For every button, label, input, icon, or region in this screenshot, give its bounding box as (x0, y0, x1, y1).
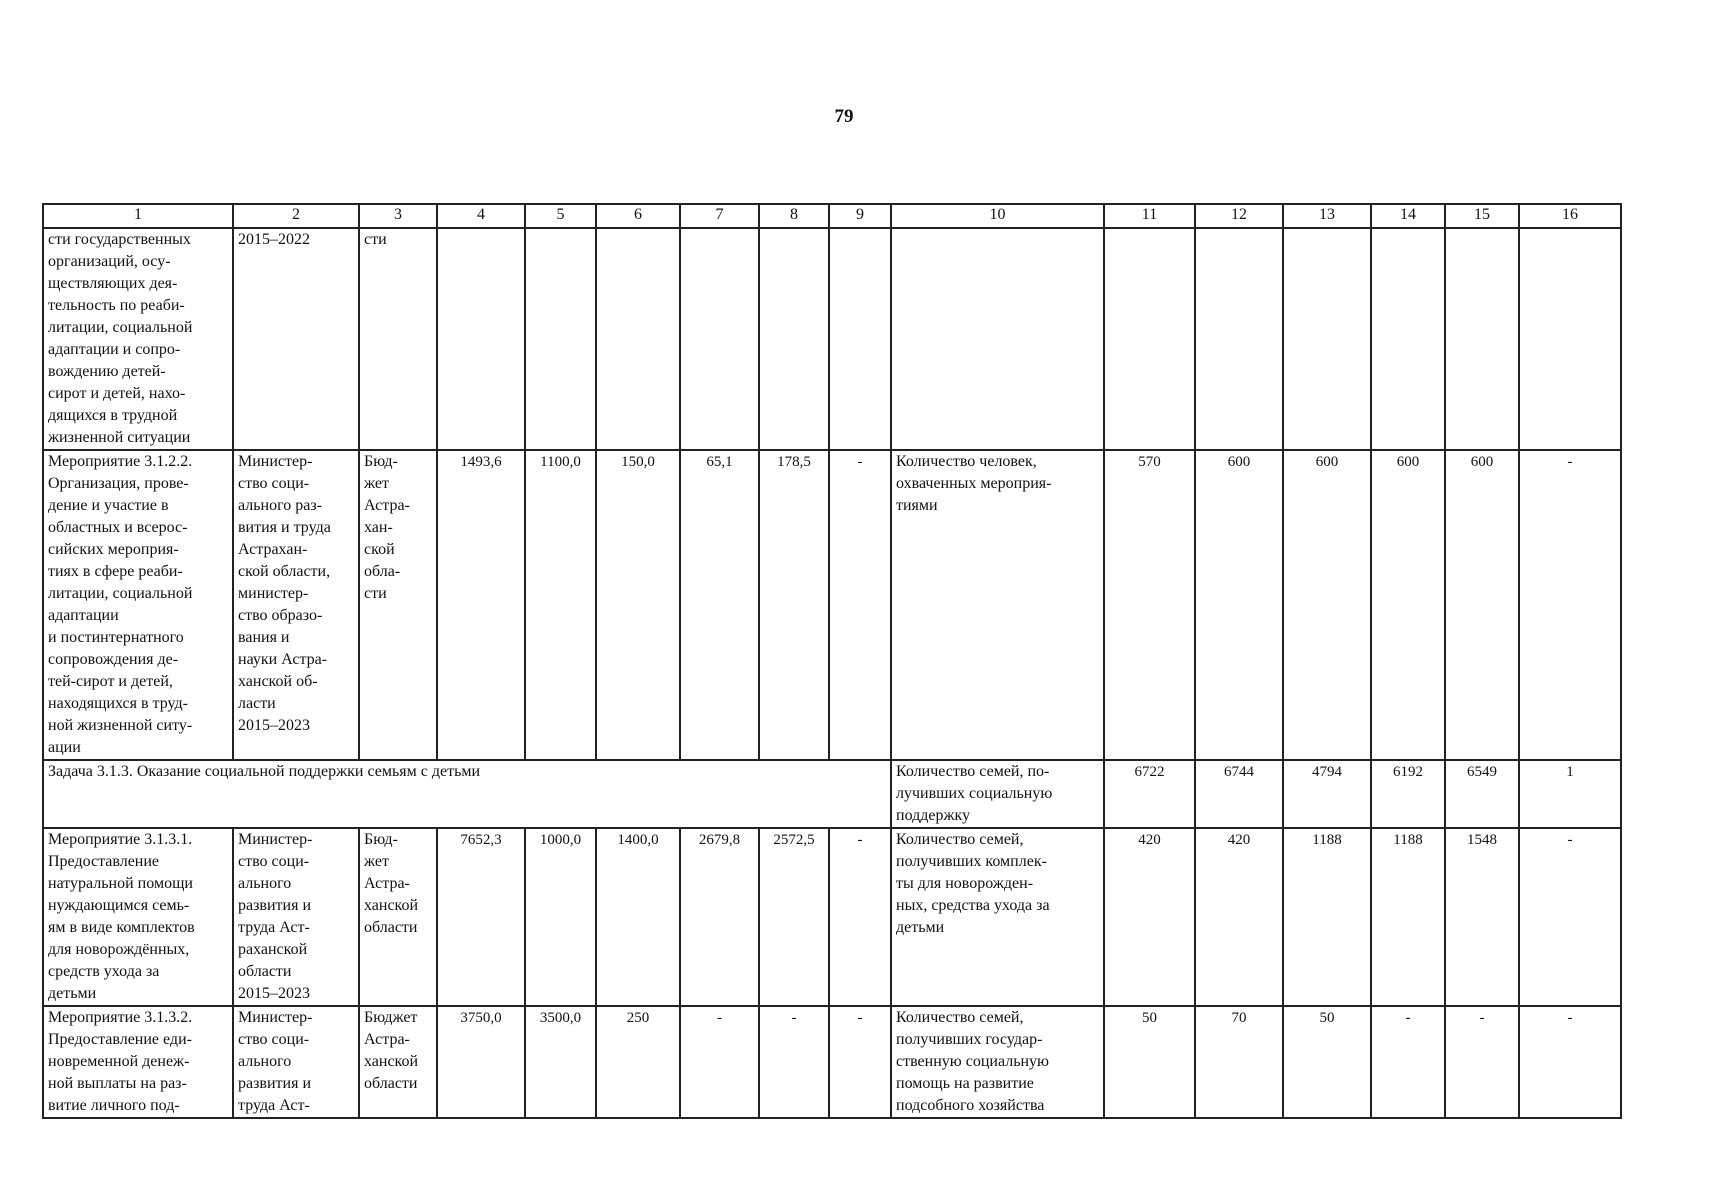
column-header: 6 (596, 204, 680, 228)
indicator-cell: Количество человек, охваченных мероприя- тиями (891, 450, 1104, 760)
value-cell: 6744 (1195, 760, 1283, 828)
program-measures-table (42, 203, 1622, 1119)
column-header: 5 (525, 204, 596, 228)
value-cell (1283, 228, 1371, 450)
column-header: 9 (829, 204, 891, 228)
value-cell (1371, 228, 1445, 450)
value-cell (1519, 228, 1621, 450)
column-header: 14 (1371, 204, 1445, 228)
measure-name-cell: Мероприятие 3.1.2.2. Организация, прове- дение и участие в областных и всерос- сийских мероприя- тиях в сфере реаби- литации, социальной адаптации и постинтернатного сопровождения де- тей-сирот и детей, находящихся в труд- ной жизненной ситу- ации (43, 450, 233, 760)
column-header: 13 (1283, 204, 1371, 228)
value-cell: - (1519, 1006, 1621, 1118)
executor-cell: 2015–2022 (233, 228, 359, 450)
column-header: 7 (680, 204, 759, 228)
value-cell: 1548 (1445, 828, 1519, 1006)
value-cell: 1400,0 (596, 828, 680, 1006)
value-cell (437, 228, 525, 450)
value-cell: 420 (1195, 828, 1283, 1006)
funding-source-cell: Бюд- жет Астра- хан- ской обла- сти (359, 450, 437, 760)
value-cell: 1188 (1371, 828, 1445, 1006)
value-cell: 3500,0 (525, 1006, 596, 1118)
value-cell: 600 (1371, 450, 1445, 760)
funding-source-cell: Бюджет Астра- ханской области (359, 1006, 437, 1118)
measure-name-cell: Мероприятие 3.1.3.1. Предоставление натуральной помощи нуждающимся семь- ям в виде комплектов для новорождённых, средств ухода за детьми (43, 828, 233, 1006)
value-cell: 4794 (1283, 760, 1371, 828)
value-cell: 570 (1104, 450, 1195, 760)
value-cell: 6549 (1445, 760, 1519, 828)
measure-name-cell: сти государственных организаций, осу- ществляющих дея- тельность по реаби- литации, социальной адаптации и сопро- вождению детей- сирот и детей, нахо- дящихся в трудной жизненной ситуации (43, 228, 233, 450)
column-header: 10 (891, 204, 1104, 228)
value-cell: 50 (1283, 1006, 1371, 1118)
value-cell: 420 (1104, 828, 1195, 1006)
executor-cell: Министер- ство соци- ального раз- вития и труда Астрахан- ской области, министер- ство образо- вания и науки Астра- ханской об- ласти 2015–2023 (233, 450, 359, 760)
value-cell: 6722 (1104, 760, 1195, 828)
funding-source-cell: сти (359, 228, 437, 450)
column-header: 3 (359, 204, 437, 228)
value-cell: 70 (1195, 1006, 1283, 1118)
column-header: 8 (759, 204, 829, 228)
value-cell: 1 (1519, 760, 1621, 828)
funding-source-cell: Бюд- жет Астра- ханской области (359, 828, 437, 1006)
column-header: 2 (233, 204, 359, 228)
value-cell: 150,0 (596, 450, 680, 760)
value-cell: 6192 (1371, 760, 1445, 828)
column-header: 11 (1104, 204, 1195, 228)
value-cell: 3750,0 (437, 1006, 525, 1118)
value-cell: 178,5 (759, 450, 829, 760)
value-cell: 600 (1283, 450, 1371, 760)
value-cell (829, 228, 891, 450)
value-cell: - (1519, 828, 1621, 1006)
value-cell: 1100,0 (525, 450, 596, 760)
value-cell: 50 (1104, 1006, 1195, 1118)
table-row (43, 828, 1621, 1006)
table-row (43, 1006, 1621, 1118)
value-cell: 7652,3 (437, 828, 525, 1006)
value-cell: - (1371, 1006, 1445, 1118)
task-title-cell: Задача 3.1.3. Оказание социальной поддержки семьям с детьми (43, 760, 891, 828)
value-cell: 1000,0 (525, 828, 596, 1006)
value-cell: - (759, 1006, 829, 1118)
value-cell: 1188 (1283, 828, 1371, 1006)
task-row (43, 760, 1621, 828)
value-cell: 1493,6 (437, 450, 525, 760)
value-cell (1104, 228, 1195, 450)
column-header: 15 (1445, 204, 1519, 228)
indicator-cell: Количество семей, по- лучивших социальную поддержку (891, 760, 1104, 828)
value-cell (1195, 228, 1283, 450)
value-cell: 600 (1445, 450, 1519, 760)
value-cell (525, 228, 596, 450)
indicator-cell (891, 228, 1104, 450)
value-cell: - (1519, 450, 1621, 760)
column-header: 1 (43, 204, 233, 228)
value-cell (759, 228, 829, 450)
value-cell: 600 (1195, 450, 1283, 760)
value-cell (596, 228, 680, 450)
table-row (43, 228, 1621, 450)
value-cell: - (680, 1006, 759, 1118)
value-cell: 2572,5 (759, 828, 829, 1006)
value-cell: - (829, 828, 891, 1006)
value-cell: 65,1 (680, 450, 759, 760)
column-header: 12 (1195, 204, 1283, 228)
value-cell: - (1445, 1006, 1519, 1118)
value-cell: - (829, 450, 891, 760)
value-cell: 250 (596, 1006, 680, 1118)
column-header: 16 (1519, 204, 1621, 228)
executor-cell: Министер- ство соци- ального развития и труда Аст- (233, 1006, 359, 1118)
measure-name-cell: Мероприятие 3.1.3.2. Предоставление еди- новременной денеж- ной выплаты на раз- витие личного под- (43, 1006, 233, 1118)
value-cell (680, 228, 759, 450)
column-number-row (43, 204, 1621, 228)
column-header: 4 (437, 204, 525, 228)
page-number: 79 (834, 106, 854, 127)
executor-cell: Министер- ство соци- ального развития и труда Аст- раханской области 2015–2023 (233, 828, 359, 1006)
indicator-cell: Количество семей, получивших комплек- ты для новорожден- ных, средства ухода за детьми (891, 828, 1104, 1006)
value-cell: 2679,8 (680, 828, 759, 1006)
indicator-cell: Количество семей, получивших государ- ственную социальную помощь на развитие подсобного хозяйства (891, 1006, 1104, 1118)
table-row (43, 450, 1621, 760)
value-cell: - (829, 1006, 891, 1118)
value-cell (1445, 228, 1519, 450)
